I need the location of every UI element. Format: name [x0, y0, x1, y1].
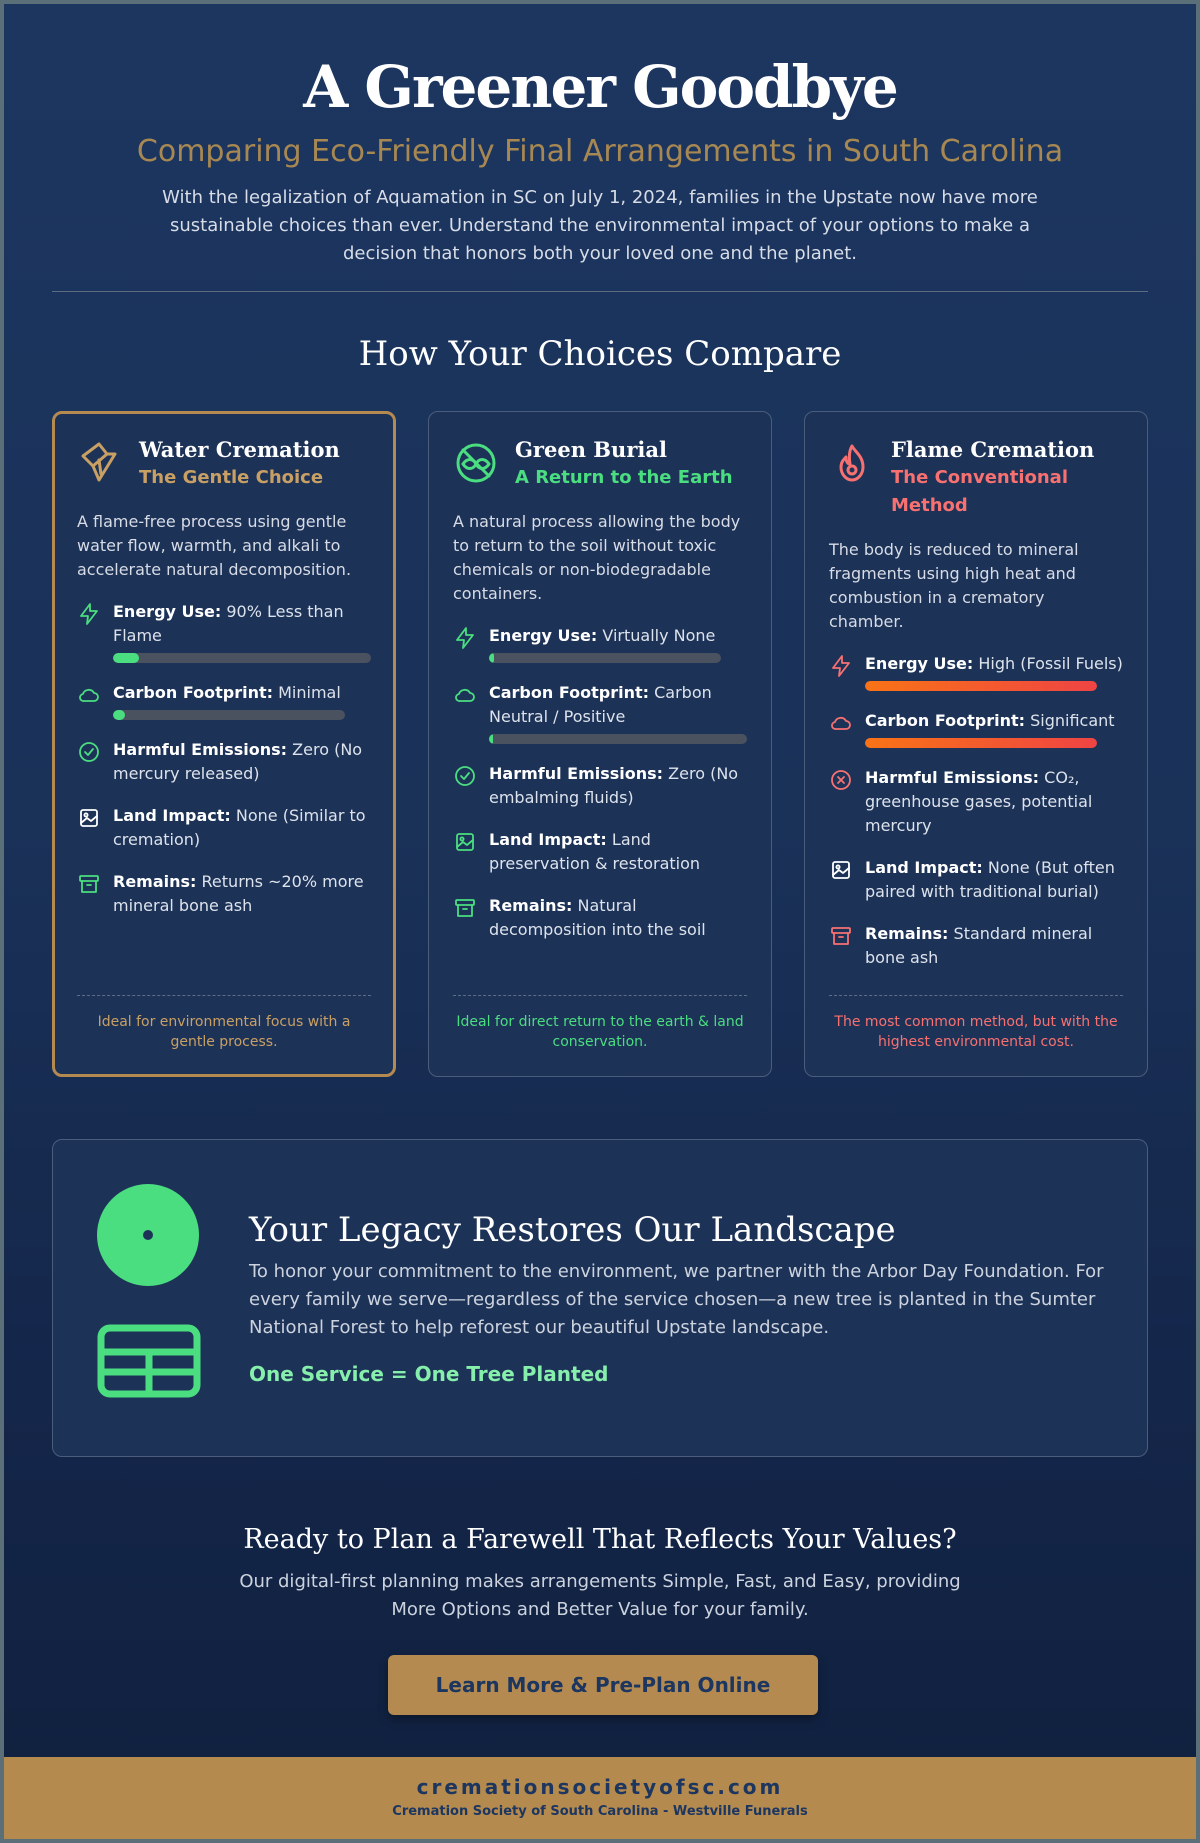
- legacy-text: To honor your commitment to the environment, we partner with the Arbor Day Foundation. For every family we serve—regardless of the service chosen—a new tree is planted in the Sumter National Forest to help reforest our beautiful Upstate landscape.: [249, 1261, 1104, 1338]
- metric-row: [77, 681, 371, 720]
- metric-value: Minimal: [278, 683, 341, 702]
- card-footer-note: Ideal for direct return to the earth & land conservation.: [453, 995, 747, 1052]
- impact-level-bar: [865, 681, 1097, 691]
- metric-value: Standard mineral bone ash: [865, 924, 1093, 967]
- archive-icon: [453, 896, 477, 920]
- card-name: Green Burial: [515, 437, 667, 462]
- impact-level-fill: [489, 653, 494, 663]
- cloud-icon: [829, 711, 853, 735]
- lightning-icon: [77, 602, 101, 626]
- image-icon: [829, 858, 853, 882]
- intro-text: With the legalization of Aquamation in SC on July 1, 2024, families in the Upstate now have more sustainable choices than ever. Understand the environmental impact of your options to make a decision that honors both your loved one and the planet.: [162, 187, 1038, 264]
- metric-label: Land Impact:: [489, 830, 607, 849]
- metric-label: Land Impact:: [113, 806, 231, 825]
- metric-row: [453, 624, 747, 663]
- compare-title: How Your Choices Compare: [358, 334, 842, 374]
- card-water-cremation: [52, 411, 396, 1077]
- legacy-tagline: One Service = One Tree Planted: [249, 1362, 609, 1386]
- archive-icon: [829, 924, 853, 948]
- card-footer-note: Ideal for environmental focus with a gentle process.: [77, 995, 371, 1052]
- metric-row: [453, 828, 747, 876]
- metric-value: Returns ~20% more mineral bone ash: [113, 872, 364, 915]
- impact-level-bar: [865, 738, 1097, 748]
- ready-title: Ready to Plan a Farewell That Reflects Your Values?: [243, 1524, 957, 1555]
- card-tagline: A Return to the Earth: [515, 467, 733, 488]
- card-footer-note: The most common method, but with the highest environmental cost.: [829, 995, 1123, 1052]
- card-tagline: The Conventional Method: [891, 467, 1068, 516]
- metric-label: Land Impact:: [865, 858, 983, 877]
- metric-row: [829, 709, 1123, 748]
- cloud-icon: [77, 683, 101, 707]
- lightning-icon: [829, 654, 853, 678]
- card-flame-cremation: [804, 411, 1148, 1077]
- metric-label: Energy Use:: [113, 602, 222, 621]
- card-name: Water Cremation: [139, 437, 340, 462]
- metric-value: Virtually None: [602, 626, 716, 645]
- leaf-globe-icon: [453, 440, 499, 486]
- footer-site-link[interactable]: cremationsocietyofsc.com: [416, 1775, 784, 1799]
- metric-label: Remains:: [489, 896, 573, 915]
- metric-label: Carbon Footprint:: [865, 711, 1026, 730]
- metric-label: Energy Use:: [489, 626, 598, 645]
- metric-row: [453, 681, 747, 744]
- card-green-burial: [428, 411, 772, 1077]
- card-name: Flame Cremation: [891, 437, 1095, 462]
- impact-level-bar: [489, 653, 721, 663]
- legacy-panel: [52, 1139, 1148, 1457]
- impact-level-bar: [113, 710, 345, 720]
- metric-value: Land preservation & restoration: [489, 830, 701, 873]
- page-frame: [4, 4, 1196, 1839]
- metric-row: [829, 922, 1123, 970]
- metric-row: [829, 856, 1123, 904]
- page-subtitle: Comparing Eco-Friendly Final Arrangements in South Carolina: [136, 134, 1064, 169]
- tree-circle-icon: [97, 1184, 199, 1286]
- metric-label: Harmful Emissions:: [113, 740, 288, 759]
- metric-row: [829, 652, 1123, 691]
- metric-label: Remains:: [865, 924, 949, 943]
- metric-row: [453, 762, 747, 810]
- metric-value: None (But often paired with traditional burial): [865, 858, 1115, 901]
- metric-row: [829, 766, 1123, 838]
- check-circle-icon: [77, 740, 101, 764]
- metric-row: [77, 600, 371, 663]
- metric-value: High (Fossil Fuels): [978, 654, 1123, 673]
- metric-value: Natural decomposition into the soil: [489, 896, 706, 939]
- image-icon: [77, 806, 101, 830]
- metric-label: Harmful Emissions:: [489, 764, 664, 783]
- card-tagline: The Gentle Choice: [139, 467, 324, 488]
- header-divider: [52, 291, 1148, 292]
- legacy-title: Your Legacy Restores Our Landscape: [249, 1210, 896, 1250]
- impact-level-fill: [113, 710, 125, 720]
- metric-value: Zero (No mercury released): [113, 740, 363, 783]
- impact-level-fill: [113, 653, 139, 663]
- metric-row: [453, 894, 747, 942]
- archive-icon: [77, 872, 101, 896]
- metric-value: Significant: [1030, 711, 1115, 730]
- footer-org-name: Cremation Society of South Carolina - Westville Funerals: [392, 1804, 808, 1819]
- metric-label: Carbon Footprint:: [489, 683, 650, 702]
- metric-row: [77, 738, 371, 786]
- ready-section: [4, 1522, 1196, 1624]
- lightning-icon: [453, 626, 477, 650]
- metric-label: Remains:: [113, 872, 197, 891]
- image-icon: [453, 830, 477, 854]
- forest-grid-icon: [97, 1324, 201, 1398]
- metric-label: Carbon Footprint:: [113, 683, 274, 702]
- metric-label: Harmful Emissions:: [865, 768, 1040, 787]
- impact-level-fill: [865, 681, 1097, 691]
- metric-row: [77, 804, 371, 852]
- metric-value: CO₂, greenhouse gases, potential mercury: [865, 768, 1093, 835]
- ready-text: Our digital-first planning makes arrangements Simple, Fast, and Easy, providing More Options and Better Value for your family.: [239, 1571, 961, 1620]
- footer: [4, 1757, 1196, 1839]
- flame-icon: [829, 440, 875, 486]
- header: [4, 52, 1196, 268]
- metric-value: 90% Less than Flame: [113, 602, 344, 645]
- impact-level-bar: [489, 734, 747, 744]
- pre-plan-button[interactable]: Learn More & Pre-Plan Online: [388, 1655, 818, 1715]
- page-title: A Greener Goodbye: [303, 53, 897, 121]
- impact-level-fill: [865, 738, 1097, 748]
- metric-value: Carbon Neutral / Positive: [489, 683, 712, 726]
- metric-row: [77, 870, 371, 918]
- metric-value: None (Similar to cremation): [113, 806, 366, 849]
- metric-label: Energy Use:: [865, 654, 974, 673]
- card-description: A natural process allowing the body to return to the soil without toxic chemicals or non-biodegradable containers.: [453, 512, 741, 603]
- metric-value: Zero (No embalming fluids): [489, 764, 739, 807]
- water-drop-icon: [77, 440, 123, 486]
- impact-level-fill: [489, 734, 493, 744]
- x-circle-icon: [829, 768, 853, 792]
- check-circle-icon: [453, 764, 477, 788]
- card-description: The body is reduced to mineral fragments using high heat and combustion in a crematory chamber.: [829, 540, 1079, 631]
- card-description: A flame-free process using gentle water flow, warmth, and alkali to accelerate natural decomposition.: [77, 512, 352, 579]
- cloud-icon: [453, 683, 477, 707]
- impact-level-bar: [113, 653, 371, 663]
